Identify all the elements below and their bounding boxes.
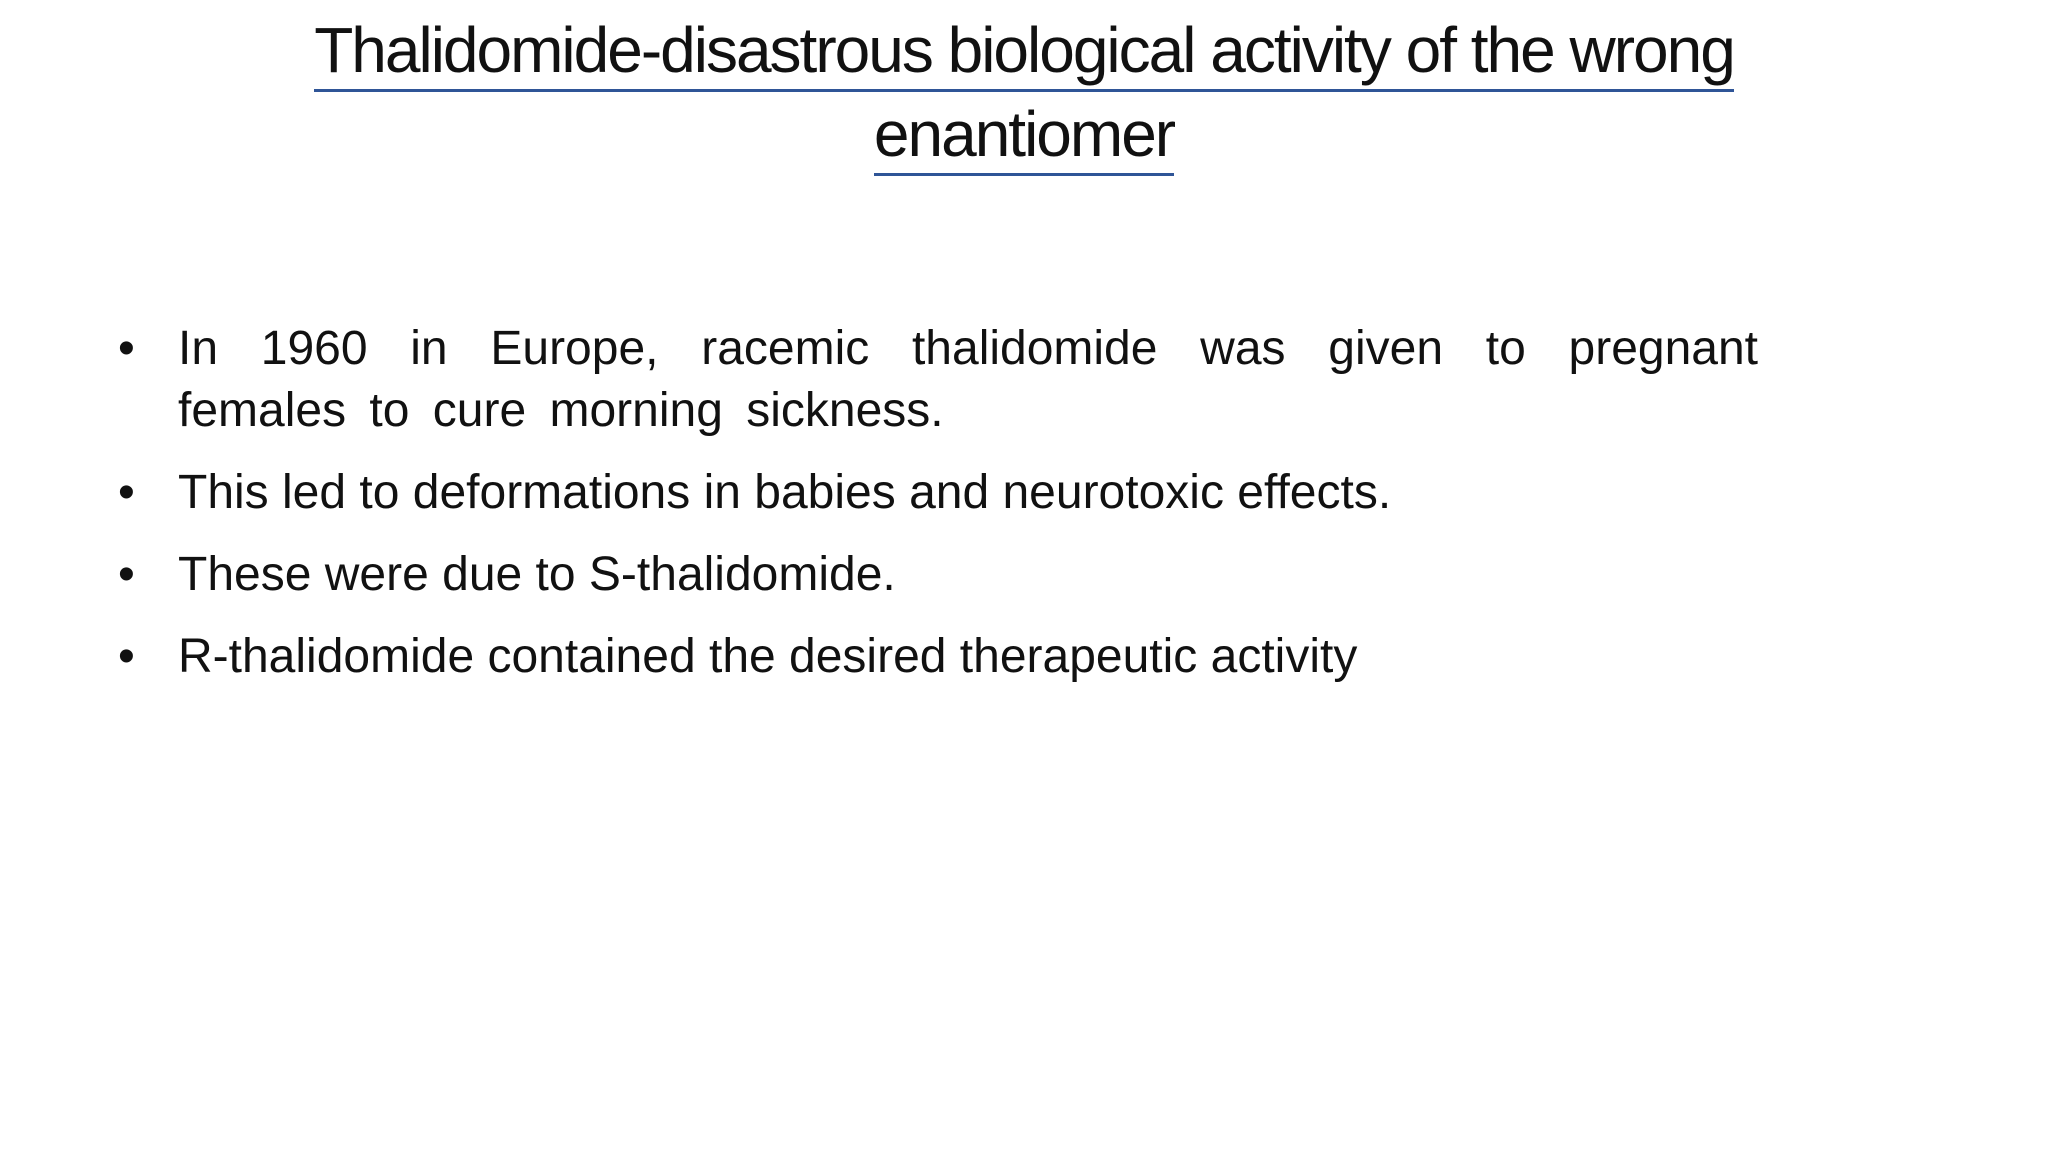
bullet-text: These were due to S-thalidomide.: [178, 548, 896, 601]
bullet-text: This led to deformations in babies and neurotoxic effects.: [178, 466, 1392, 519]
bullet-item: [110, 462, 1760, 524]
bullet-item: [110, 318, 1760, 442]
bullet-dot: •: [118, 466, 135, 519]
bullet-dot: •: [118, 630, 135, 683]
title-line-1: Thalidomide-disastrous biological activity of the wrong: [314, 11, 1734, 92]
bullet-item: [110, 626, 1760, 688]
bullet-text: In 1960 in Europe, racemic thalidomide was given to pregnant females to cure morning sickness.: [178, 322, 1758, 437]
title-line-2: enantiomer: [874, 95, 1174, 176]
bullet-list: [110, 318, 1760, 708]
bullet-item: [110, 544, 1760, 606]
slide-title: [0, 8, 2048, 176]
bullet-dot: •: [118, 322, 135, 375]
bullet-dot: •: [118, 548, 135, 601]
bullet-text: R-thalidomide contained the desired therapeutic activity: [178, 630, 1358, 683]
